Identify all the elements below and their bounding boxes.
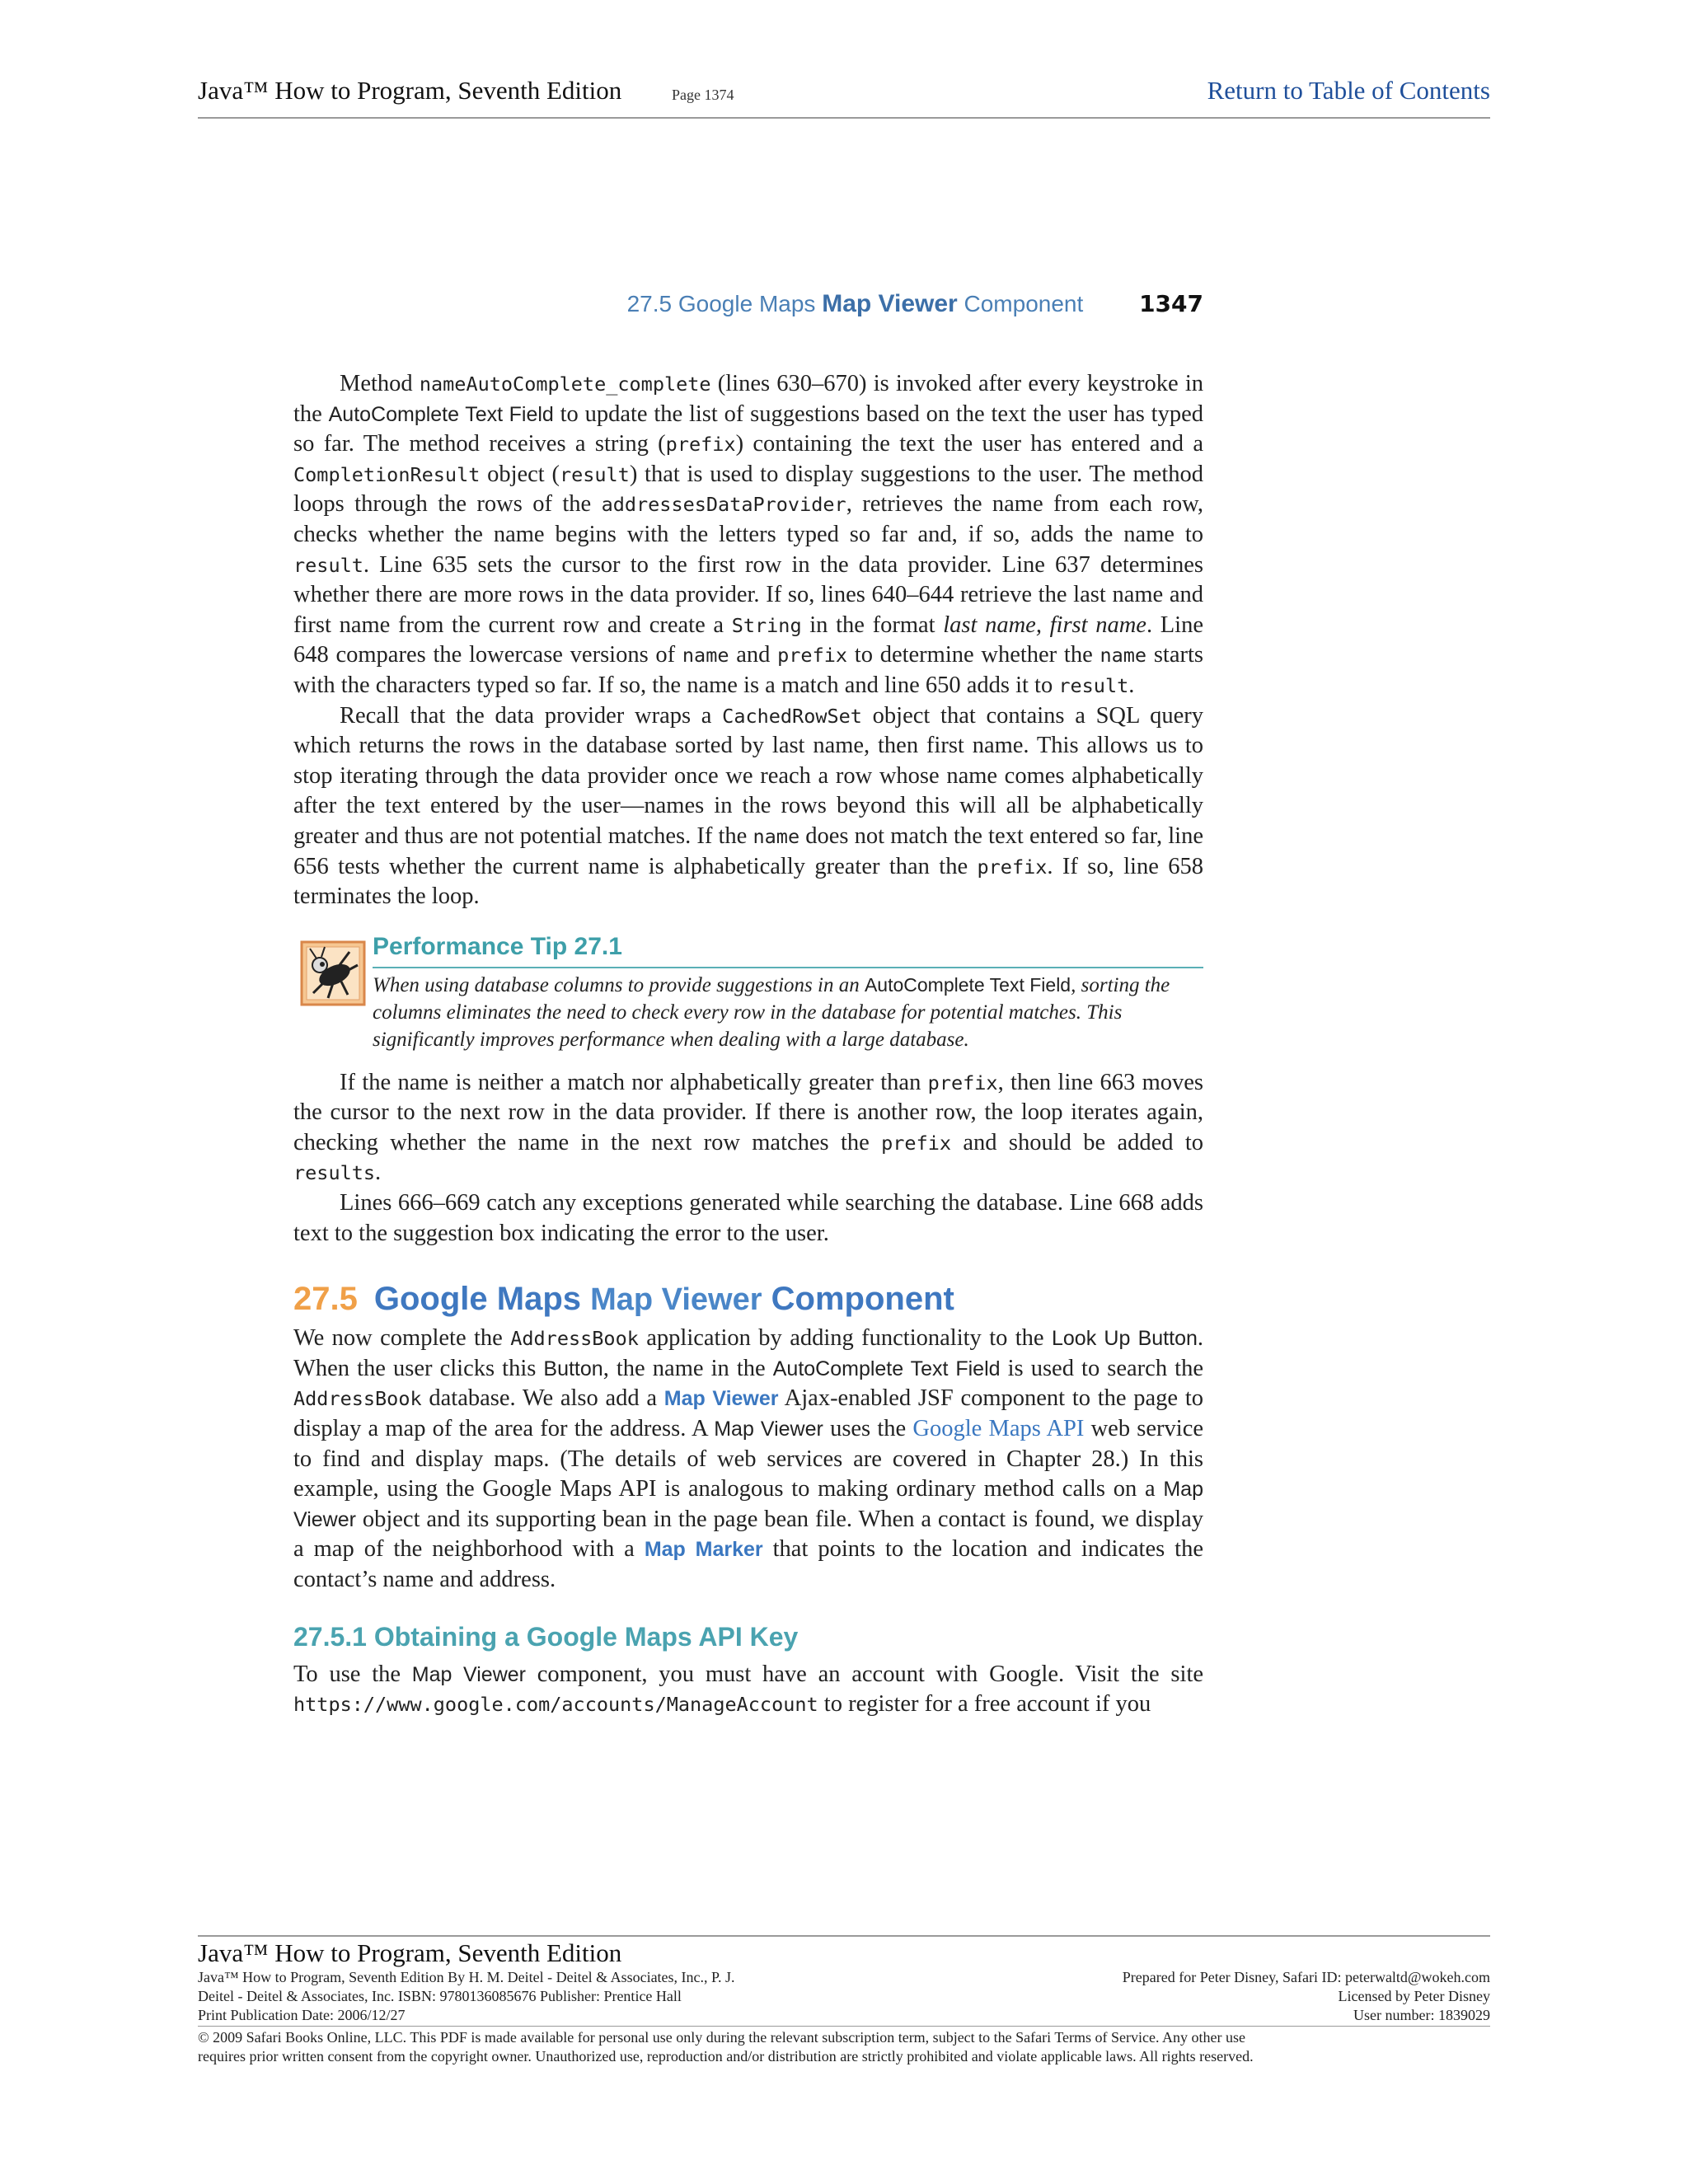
code-term: prefix [777,644,848,668]
code-term: prefix [927,1071,998,1094]
code-term: results [293,1161,376,1185]
code-term: AddressBook [293,1387,422,1411]
code-term: name [753,824,800,848]
text: Recall that the data provider wraps a [340,702,723,729]
footer-book-info [198,1968,735,2025]
code-term: prefix [881,1131,952,1155]
gui-term: AutoComplete Text Field [772,1357,1001,1380]
copyright-line: requires prior written consent from the copyright owner. Unauthorized use, reproduction and/or distribution are strictly prohibited and violate applicable laws. All rights reserved. [198,2048,1254,2064]
code-term: result [559,462,630,486]
text: to determine whether the [847,642,1100,668]
footer-details [198,1968,1490,2026]
google-maps-api-link[interactable]: Google Maps API [912,1416,1085,1442]
gui-term: Map Viewer [714,1418,823,1441]
map-viewer-link[interactable]: Map Viewer [663,1387,779,1411]
paragraph-5 [293,1324,1203,1595]
code-term: addressesDataProvider [601,493,846,517]
text: , retrieves the name from each row, checks whether the name begins with the letters typed so far and, if so, adds the name to [293,491,1203,547]
text: object and its supporting bean in the page bean file. When a contact is found, we display a map of the neighborhood with a [293,1506,1203,1563]
code-term: name [682,644,729,668]
code-term: prefix [665,433,736,457]
text: . [375,1160,382,1186]
paragraph-4: Lines 666–669 catch any exceptions generated while searching the database. Line 668 adds text to the suggestion box indicating the error to the user. [293,1190,1203,1246]
running-head-component: Map Viewer [822,290,958,317]
text: We now complete the [293,1325,511,1352]
code-term: CachedRowSet [722,704,862,728]
gui-term: AutoComplete Text Field [864,973,1071,996]
gui-term: Button [543,1357,603,1380]
text: When using database columns to provide suggestions in an [373,973,865,996]
page-number: 1347 [1139,290,1203,317]
footer-line: Print Publication Date: 2006/12/27 [198,2007,406,2023]
code-term: result [1058,673,1129,697]
running-head-section: 27.5 Google Maps [626,291,816,316]
page-label: Page 1374 [672,87,734,103]
section-heading [293,1280,1203,1319]
footer-line: Deitel - Deitel & Associates, Inc. ISBN: 9780136085676 Publisher: Prentice Hall [198,1988,682,2004]
paragraph-3 [293,1068,1203,1188]
footer-copyright [198,2026,1490,2066]
footer-license-info [1123,1968,1490,2025]
gui-term: Map Viewer [293,1478,1203,1531]
text: application by adding functionality to the [638,1325,1052,1352]
text: . [1128,672,1135,698]
text: to register for a free account if you [818,1691,1151,1718]
url-term: https://www.google.com/accounts/ManageAccount [293,1693,818,1717]
footer-line: Licensed by Peter Disney [1338,1988,1490,2004]
copyright-line: © 2009 Safari Books Online, LLC. This PDF is made available for personal use only during the relevant subscription term, subject to the Safari Terms of Service. Any other use [198,2029,1245,2046]
text: in the format [801,612,944,638]
code-term: prefix [977,855,1048,879]
performance-tip-icon [300,940,366,1006]
code-term: AddressBook [510,1327,639,1351]
section-title-part: Google Maps [373,1281,581,1318]
paragraph-6 [293,1660,1203,1720]
text: ) that is used to display suggestions to the user. The method loops through the rows of the [293,461,1203,518]
code-term: name [1100,644,1147,668]
code-term: String [731,613,802,637]
running-head-component-word: Component [964,291,1084,316]
paragraph-1 [293,369,1203,701]
text: does not match the text entered so far, line 656 tests whether the current name is alphabetically greater than the [293,823,1203,879]
footer-line: User number: 1839029 [1353,2007,1490,2023]
toc-link[interactable]: Return to Table of Contents [1207,76,1490,105]
text: . If so, line 658 terminates the loop. [293,853,1204,910]
page-footer [198,1935,1490,2066]
section-title-part: Component [771,1281,954,1318]
main-content [293,369,1203,1720]
text: and should be added to [951,1129,1203,1155]
text: component, you must have an account with Google. Visit the site [526,1661,1204,1687]
text: Method [340,371,420,396]
text: , sorting the columns eliminates the need to check every row in the database for potential matches. This significantly improves performance when dealing with a large database. [373,973,1170,1051]
gui-term: AutoComplete Text Field [328,402,554,426]
running-head [293,290,1203,318]
paragraph-2 [293,701,1203,912]
text: is used to search the [1000,1355,1203,1381]
code-term: nameAutoComplete_complete [419,373,711,396]
book-title: Java™ How to Program, Seventh Edition [198,76,622,105]
text: ) containing the text the user has entered and a [735,431,1204,457]
subsection-heading: 27.5.1 Obtaining a Google Maps API Key [293,1621,799,1652]
italic-term: last name, first name [943,612,1146,638]
text: Ajax-enabled JSF component to the page to display a map of the area for the address. A [293,1385,1203,1442]
text: If the name is neither a match nor alphabetically greater than [340,1069,928,1095]
text: starts with the characters typed so far. If so, the name is a match and line 650 adds it to [293,642,1203,698]
text: to update the list of suggestions based on the text the user has typed so far. The method receives a string ( [293,401,1203,457]
text: web service to find and display maps. (The details of web services are covered in Chapter 28.) In this example, using the Google Maps API is analogous to making ordinary method calls on a [293,1416,1203,1502]
tip-title: Performance Tip 27.1 [373,932,1203,968]
page-header [198,76,1490,119]
text: , the name in the [603,1355,773,1381]
gui-term: Look Up Button [1051,1327,1198,1351]
section-title-part: Map Viewer [590,1282,762,1318]
text: (lines 630–670) is invoked after every keystroke in the [293,371,1203,427]
text: . Line 635 sets the cursor to the first row in the data provider. Line 637 determines whether there are more rows in the data provider. If so, lines 640–644 retrieve the last name and first name from the current row and create a [293,551,1203,638]
text: , then line 663 moves the cursor to the next row in the data provider. If there is another row, the loop iterates again, checking whether the name in the next row matches the [293,1069,1204,1155]
gui-term: Map Viewer [411,1662,526,1686]
text: object ( [480,461,560,487]
text: uses the [823,1416,913,1442]
text: To use the [293,1661,412,1687]
performance-tip [293,932,1203,1052]
footer-line: Java™ How to Program, Seventh Edition By H. M. Deitel - Deitel & Associates, Inc., P. J. [198,1969,735,1985]
tip-text [373,972,1203,1053]
text: that points to the location and indicates the contact’s name and address. [293,1536,1204,1592]
footer-line: Prepared for Peter Disney, Safari ID: peterwaltd@wokeh.com [1122,1969,1490,1985]
text: and [729,642,778,668]
text: . When the user clicks this [293,1325,1203,1381]
footer-title: Java™ How to Program, Seventh Edition [198,1938,622,1967]
section-number: 27.5 [293,1281,358,1318]
text: object that contains a SQL query which returns the rows in the database sorted by last name, then first name. This allows us to stop iterating through the data provider once we reach a row whose name comes alphabetically after the text entered by the user—names in the rows beyond this will all be alphabetically greater and thus are not potential matches. If the [293,702,1203,849]
code-term: CompletionResult [293,462,481,486]
text: database. We also add a [421,1385,664,1412]
text: . Line 648 compares the lowercase versions of [293,612,1203,668]
code-term: result [293,553,363,577]
map-marker-link[interactable]: Map Marker [644,1538,763,1562]
